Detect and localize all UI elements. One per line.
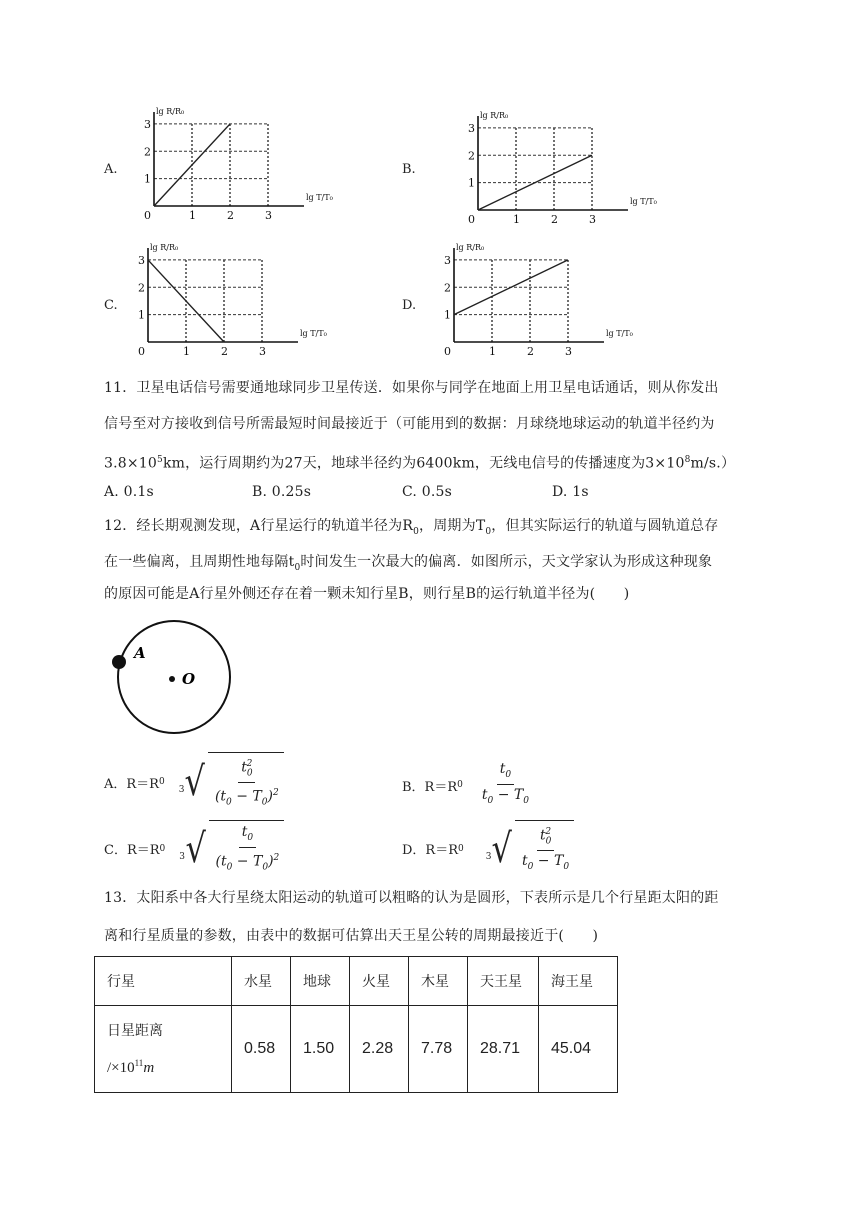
x-tick-label: 1 — [489, 345, 496, 358]
q11-option-a[interactable]: A. 0.1s — [104, 484, 154, 500]
q11-line-3: $3.8\times 10^5km$，运行周期约为27天，地球半径约为6400km，无线电信号的传播速度为$3\times 10^8m/s$.） — [104, 455, 736, 472]
center-o-dot — [169, 676, 175, 682]
y-axis-label: lg R/R₀ — [156, 107, 185, 116]
table-header-cell: 地球 — [291, 957, 350, 1006]
x-tick-label: 0 — [468, 213, 475, 226]
chart-label-b: B. — [402, 162, 416, 177]
table-header-cell: 行星 — [95, 957, 232, 1006]
planet-a-label: A — [134, 644, 146, 662]
y-tick-label: 1 — [444, 308, 451, 322]
chart-label-a: A. — [104, 162, 118, 177]
x-tick-label: 0 — [444, 345, 451, 358]
x-tick-label: 2 — [227, 209, 234, 222]
q11-line-1: 11．卫星电话信号需要通地球同步卫星传送．如果你与同学在地面上用卫星电话通话，则从你发出 — [104, 380, 719, 396]
y-tick-label: 2 — [444, 281, 451, 295]
table-header-cell: 水星 — [232, 957, 291, 1006]
planet-a-dot — [112, 655, 126, 669]
y-tick-label: 3 — [444, 253, 451, 267]
cube-root: 3 √ $\frac{t_0^2}{t_0 - T_0}$ — [486, 820, 574, 877]
y-axis-label: lg R/R₀ — [150, 243, 179, 252]
x-tick-label: 3 — [265, 209, 272, 222]
q12-option-b[interactable]: B．R＝R 0 $\frac{t_0}{t_0 - T_0}$ — [402, 760, 532, 811]
table-row-label: 日星距离 $/\times 10^{11}m$ — [95, 1006, 232, 1093]
y-tick-label: 2 — [138, 281, 145, 295]
y-axis-label: lg R/R₀ — [456, 243, 485, 252]
x-axis-label: lg T/T₀ — [306, 193, 333, 202]
cube-root: 3 √ $\frac{t_0}{(t_0 - T_0)^2}$ — [179, 820, 284, 877]
graph-b — [466, 111, 657, 226]
x-tick-label: 2 — [551, 213, 558, 226]
q11-option-d[interactable]: D. 1s — [552, 484, 589, 500]
x-tick-label: 3 — [565, 345, 572, 358]
graph-a — [142, 107, 333, 222]
x-tick-label: 1 — [189, 209, 196, 222]
cube-root: 3 √ $\frac{t_0^2}{(t_0 - T_0)^2}$ — [179, 752, 284, 813]
y-tick-label: 3 — [468, 121, 475, 135]
table-cell: 2.28 — [350, 1006, 409, 1093]
q13-line-2: 离和行星质量的参数，由表中的数据可估算出天王星公转的周期最接近于( ) — [104, 928, 599, 944]
x-tick-label: 2 — [221, 345, 228, 358]
table-cell: 7.78 — [409, 1006, 468, 1093]
table-header-cell: 木星 — [409, 957, 468, 1006]
table-header-row — [95, 957, 618, 1006]
x-tick-label: 0 — [138, 345, 145, 358]
q12-line-3: 的原因可能是A行星外侧还存在着一颗未知行星B，则行星B的运行轨道半径为( ) — [104, 586, 630, 602]
y-tick-label: 2 — [144, 145, 151, 159]
x-axis-label: lg T/T₀ — [606, 329, 633, 338]
q12-option-d[interactable]: D．R＝R 0 3 √ $\frac{t_0^2}{t_0 - T_0}$ — [402, 820, 574, 877]
x-tick-label: 3 — [259, 345, 266, 358]
q12-option-a[interactable]: A．R＝R 0 3 √ $\frac{t_0^2}{(t_0 - T_0)^2}$ — [104, 752, 284, 813]
x-tick-label: 2 — [527, 345, 534, 358]
q11-option-b[interactable]: B. 0.25s — [252, 484, 312, 500]
graph-c — [136, 243, 327, 358]
y-tick-label: 3 — [138, 253, 145, 267]
y-tick-label: 3 — [144, 117, 151, 131]
y-tick-label: 1 — [144, 172, 151, 186]
q12-option-c[interactable]: C．R＝R 0 3 √ $\frac{t_0}{(t_0 - T_0)^2}$ — [104, 820, 284, 877]
graph-svg-b — [466, 111, 657, 226]
table-cell: 1.50 — [291, 1006, 350, 1093]
table-header-cell: 天王星 — [468, 957, 539, 1006]
y-axis-label: lg R/R₀ — [480, 111, 509, 120]
q11-option-c[interactable]: C. 0.5s — [402, 484, 452, 500]
x-tick-label: 3 — [589, 213, 596, 226]
x-tick-label: 1 — [183, 345, 190, 358]
graph-svg-a — [142, 107, 333, 222]
chart-label-c: C. — [104, 298, 118, 313]
chart-label-d: D. — [402, 298, 417, 313]
graph-svg-c — [136, 243, 327, 358]
table-row — [95, 1006, 618, 1093]
y-tick-label: 1 — [468, 176, 475, 190]
table-cell: 45.04 — [539, 1006, 618, 1093]
table-header-cell: 海王星 — [539, 957, 618, 1006]
x-axis-label: lg T/T₀ — [630, 197, 657, 206]
graph-d — [442, 243, 633, 358]
table-cell: 0.58 — [232, 1006, 291, 1093]
q11-line-2: 信号至对方接收到信号所需最短时间最接近于（可能用到的数据：月球绕地球运动的轨道半径约为 — [104, 416, 715, 432]
graph-svg-d — [442, 243, 633, 358]
q12-line-1: 12．经长期观测发现，A行星运行的轨道半径为$R_0$，周期为$T_0$，但其实际运行的轨道与圆轨道总存 — [104, 518, 719, 537]
y-tick-label: 1 — [138, 308, 145, 322]
table-header-cell: 火星 — [350, 957, 409, 1006]
table-cell: 28.71 — [468, 1006, 539, 1093]
center-o-label: O — [182, 670, 196, 688]
x-tick-label: 0 — [144, 209, 151, 222]
planet-table — [94, 956, 618, 1093]
q13-line-1: 13．太阳系中各大行星绕太阳运动的轨道可以粗略的认为是圆形，下表所示是几个行星距太阳的距 — [104, 890, 719, 906]
x-axis-label: lg T/T₀ — [300, 329, 327, 338]
y-tick-label: 2 — [468, 149, 475, 163]
x-tick-label: 1 — [513, 213, 520, 226]
fraction: $\frac{t_0}{t_0 - T_0}$ — [481, 761, 529, 806]
orbit-diagram — [108, 612, 238, 742]
q12-line-2: 在一些偏离，且周期性地每隔$t_0$时间发生一次最大的偏离．如图所示，天文学家认为形成这种现象 — [104, 554, 713, 573]
